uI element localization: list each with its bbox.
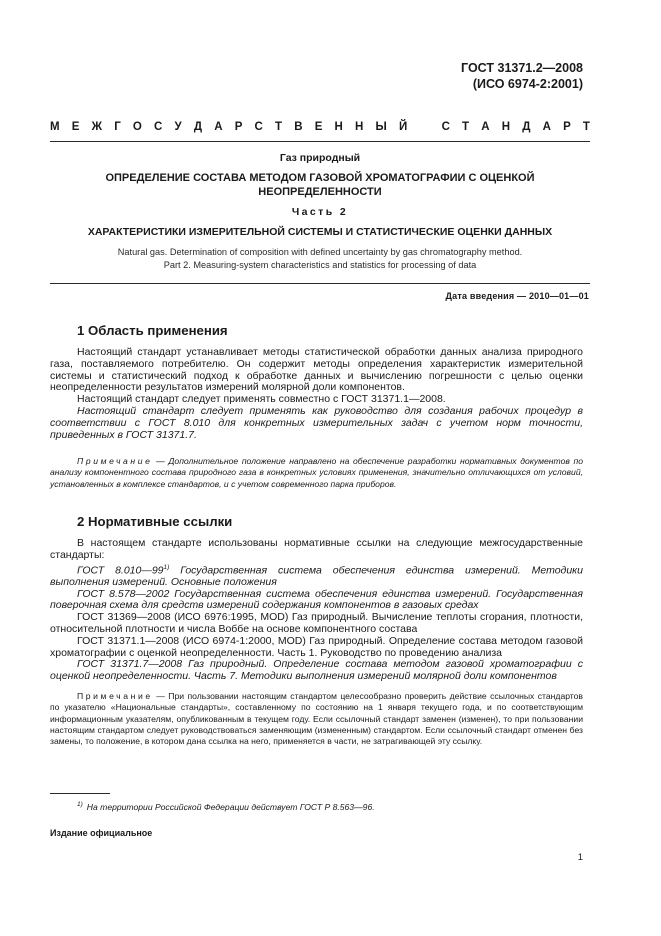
english-title — [50, 246, 590, 272]
standard-type-letter: Д — [193, 121, 203, 133]
subject-title: Газ природный — [279, 152, 361, 164]
edition-label: Издание официальное — [50, 828, 153, 838]
section-1-heading: 1 Область применения — [77, 323, 228, 338]
standard-type-letter: Й — [398, 121, 408, 133]
standard-type-letter: Ы — [375, 121, 387, 133]
section-1-note — [50, 456, 583, 490]
intro-date: Дата введения — 2010—01—01 — [445, 291, 589, 301]
section-2-body — [50, 538, 583, 683]
section-1-paragraph-3: Настоящий стандарт следует применять как руководство для создания рабочих процедур в соответствии с ГОСТ 8.010 для конкретных измерительных задач с учетом норм точности, приведенных в ГОСТ 31371.7. — [50, 404, 583, 441]
word-gap — [419, 121, 429, 133]
part-label: Часть 2 — [291, 206, 349, 218]
standard-type-letter: С — [441, 121, 450, 133]
footnote-rule — [50, 793, 110, 794]
english-title-line2: Part 2. Measuring-system characteristics and statistics for processing of data — [163, 260, 477, 270]
standard-type-letter: О — [132, 121, 142, 133]
standard-type-letter: С — [254, 121, 263, 133]
section-1-paragraph-1: Настоящий стандарт устанавливает методы статистической обработки данных анализа природного газа, поставляемого потребителю. Он содержит методы определения характеристик измерительной системы и статистический подход к обработке данных и вычислению погрешности с целью оценки неопределенности результатов измерений молярной доли компонентов. — [50, 346, 583, 394]
standard-type-letter: Е — [71, 121, 80, 133]
reference-1-title: Государственная система обеспечения единства измерений. Методики выполнения измерений. Основные положения — [50, 564, 583, 588]
main-title-line1: ОПРЕДЕЛЕНИЕ СОСТАВА МЕТОДОМ ГАЗОВОЙ ХРОМАТОГРАФИИ С ОЦЕНКОЙ — [105, 172, 535, 184]
iso-number: (ИСО 6974-2:2001) — [472, 77, 583, 91]
standard-type-letter: А — [542, 121, 551, 133]
standard-type-letter: М — [50, 121, 60, 133]
standard-type-letter: А — [214, 121, 223, 133]
standard-type-letter: Т — [582, 121, 590, 133]
standard-type-letter: В — [294, 121, 303, 133]
page-number: 1 — [577, 852, 583, 863]
reference-gost-31371-7: ГОСТ 31371.7—2008 Газ природный. Определение состава методом газовой хроматографии с оценкой неопределенности. Часть 7. Методики выполнения измерений молярной доли компонентов — [50, 658, 583, 683]
reference-gost-8-578: ГОСТ 8.578—2002 Государственная система обеспечения единства измерений. Государственная поверочная схема для средств измерений содержания компонентов в газовых средах — [50, 587, 583, 612]
section-2-note-label: Примечание — [77, 691, 153, 701]
footnote — [77, 801, 375, 812]
standard-type-letter: У — [174, 121, 182, 133]
section-2-heading: 2 Нормативные ссылки — [77, 514, 233, 529]
reference-gost-31369: ГОСТ 31369—2008 (ИСО 6976:1995, MOD) Газ природный. Вычисление теплоты сгорания, плотности, относительной плотности и числа Воббе на основе компонентного состава — [50, 611, 583, 636]
standard-type-letter: Н — [355, 121, 364, 133]
gost-number: ГОСТ 31371.2—2008 — [461, 61, 583, 75]
section-1-note-text: — Дополнительное положение направлено на обеспечение разработки нормативных документов по анализу компонентного состава природного газа в конкретных условиях применения, значительно отличающихся от условий, установленных в комплексе стандартов, и с учетом современного парка приборов. — [50, 456, 583, 489]
title-divider — [50, 283, 590, 284]
section-2-intro: В настоящем стандарте использованы нормативные ссылки на следующие межгосударственные стандарты: — [50, 537, 583, 561]
standard-type-letter: С — [154, 121, 163, 133]
header-divider — [50, 141, 590, 142]
standard-type-letter: Н — [501, 121, 511, 133]
section-2-note-text: — При пользовании настоящим стандартом целесообразно проверить действие ссылочных стандартов по указателю «Национальные стандарты», составленному по состоянию на 1 января текущего года, и по соответствующим информационным указателям, опубликованным в текущем году. Если ссылочный стандарт заменен (изменен), то при пользовании настоящим стандартом следует руководствоваться заменяющим (измененным) стандартом. Если ссылочный стандарт отменен без замены, то положение, в котором дана ссылка на него, применяется в части, не затрагивающей эту ссылку. — [50, 691, 583, 747]
section-2-note — [50, 691, 583, 747]
standard-type-letter: Н — [334, 121, 343, 133]
main-title-line2: НЕОПРЕДЕЛЕННОСТИ — [258, 186, 382, 198]
standard-type-letter: А — [481, 121, 490, 133]
reference-gost-8-010 — [50, 562, 583, 589]
standard-type-letter: Ж — [91, 121, 103, 133]
standard-type-letter: Т — [275, 121, 283, 133]
section-1-paragraph-2: Настоящий стандарт следует применять совместно с ГОСТ 31371.1—2008. — [77, 393, 446, 406]
standard-type-letter: Г — [114, 121, 121, 133]
standard-type-letter: Д — [522, 121, 531, 133]
reference-1-code: ГОСТ 8.010—99 — [77, 564, 164, 577]
footnote-mark: 1) — [77, 801, 83, 808]
standard-type — [50, 121, 590, 133]
footnote-text: На территории Российской Федерации действует ГОСТ Р 8.563—96. — [86, 801, 375, 812]
standard-type-letter: Р — [563, 121, 571, 133]
standard-type-letter: Е — [314, 121, 323, 133]
standard-type-letter: Т — [462, 121, 470, 133]
section-1-note-label: Примечание — [77, 456, 153, 466]
reference-gost-31371-1: ГОСТ 31371.1—2008 (ИСО 6974-1:2000, MOD) Газ природный. Определение состава методом газовой хроматографии с оценкой неопределенности. Часть 1. Руководство по проведению анализа — [50, 634, 583, 659]
standard-type-letter: Р — [234, 121, 243, 133]
document-code — [461, 60, 583, 92]
english-title-line1: Natural gas. Determination of composition with defined uncertainty by gas chromatography method. — [117, 247, 523, 257]
footnote-marker: 1) — [163, 563, 170, 571]
main-title — [50, 171, 590, 199]
section-1-body — [50, 347, 583, 441]
part-title: ХАРАКТЕРИСТИКИ ИЗМЕРИТЕЛЬНОЙ СИСТЕМЫ И СТАТИСТИЧЕСКИЕ ОЦЕНКИ ДАННЫХ — [87, 226, 553, 238]
